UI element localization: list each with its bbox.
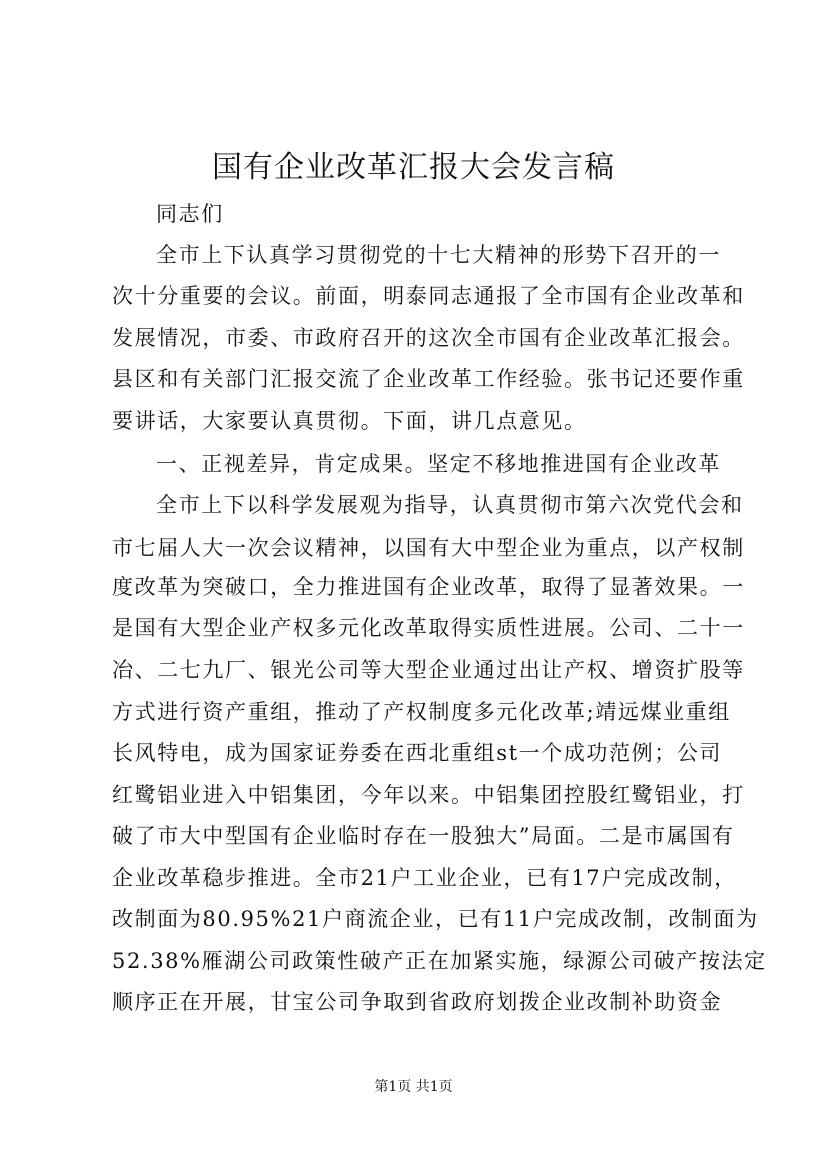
paragraph-line: 全市上下以科学发展观为指导，认真贯彻市第六次党代会和 — [156, 493, 744, 517]
paragraph-line: 52.38%雁湖公司政策性破产正在加紧实施，绿源公司破产按法定 — [112, 949, 767, 973]
page-title: 国有企业改革汇报大会发言稿 — [212, 150, 615, 185]
paragraph-line: 全市上下认真学习贯彻党的十七大精神的形势下召开的一 — [156, 243, 721, 267]
section-heading: 一、正视差异，肯定成果。坚定不移地推进国有企业改革 — [156, 452, 721, 476]
paragraph-line: 次十分重要的会议。前面，明泰同志通报了全市国有企业改革和 — [112, 284, 745, 308]
paragraph-line: 要讲话，大家要认真贯彻。下面，讲几点意见。 — [112, 409, 587, 433]
paragraph-line: 改制面为80.95%21户商流企业，已有11户完成改制，改制面为 — [112, 907, 759, 931]
paragraph-line: 破了市大中型国有企业临时存在一股独大”局面。二是市属国有 — [112, 824, 735, 848]
paragraph-line: 县区和有关部门汇报交流了企业改革工作经验。张书记还要作重 — [112, 367, 745, 391]
paragraph-line: 方式进行资产重组，推动了产权制度多元化改革;靖远煤业重组 — [112, 700, 731, 724]
paragraph-line: 企业改革稳步推进。全市21户工业企业，已有17户完成改制， — [112, 866, 737, 890]
paragraph-line: 长风特电，成为国家证券委在西北重组st一个成功范例；公司 — [112, 741, 723, 765]
paragraph-line: 顺序正在开展，甘宝公司争取到省政府划拨企业改制补助资金 — [112, 990, 723, 1014]
paragraph-line: 是国有大型企业产权多元化改革取得实质性进展。公司、二十一 — [112, 616, 745, 640]
paragraph-line: 市七届人大一次会议精神，以国有大中型企业为重点，以产权制 — [112, 536, 745, 560]
paragraph-line: 度改革为突破口，全力推进国有企业改革，取得了显著效果。一 — [112, 575, 745, 599]
paragraph-line: 红鹭铝业进入中铝集团，今年以来。中铝集团控股红鹭铝业，打 — [112, 783, 745, 807]
paragraph-line: 冶、二七九厂、银光公司等大型企业通过出让产权、增资扩股等 — [112, 658, 745, 682]
page-footer: 第1页 共1页 — [374, 1079, 453, 1095]
salutation-line: 同志们 — [156, 202, 224, 226]
paragraph-line: 发展情况，市委、市政府召开的这次全市国有企业改革汇报会。 — [112, 326, 745, 350]
